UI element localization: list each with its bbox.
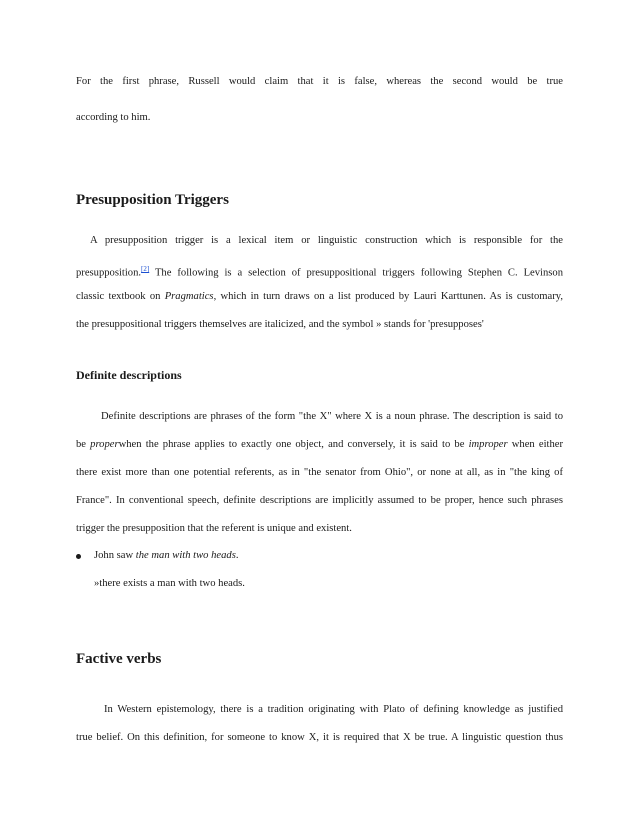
definite-line-3: there exist more than one potential referents, as in "the senator from Ohio", or none at all, as in "the king of bbox=[76, 467, 563, 478]
example-line bbox=[94, 549, 563, 563]
presupposition-text: , which in turn draws on a list produced by Lauri Karttunen. As is customary, bbox=[213, 291, 563, 302]
section-heading-factive-verbs: Factive verbs bbox=[76, 651, 162, 667]
definite-line-5: trigger the presupposition that the referent is unique and existent. bbox=[76, 523, 352, 534]
pragmatics-title: Pragmatics bbox=[164, 291, 214, 302]
bullet-icon bbox=[76, 554, 81, 559]
presupposition-line-2 bbox=[76, 262, 563, 281]
presupposition-text: classic textbook on bbox=[76, 291, 165, 302]
intro-line-2: according to him. bbox=[76, 112, 151, 123]
definite-line-4: France". In conventional speech, definite descriptions are implicitly assumed to be proper, hence such phrases bbox=[76, 495, 563, 506]
definite-text: be bbox=[76, 439, 91, 450]
section-heading-definite-descriptions: Definite descriptions bbox=[76, 368, 182, 382]
example-trigger: the man with two heads bbox=[135, 550, 236, 561]
presupposition-line-3 bbox=[76, 290, 563, 304]
presupposition-line-4: the presuppositional triggers themselves are italicized, and the symbol » stands for 'presupposes' bbox=[76, 319, 484, 330]
presupposition-text: presupposition. bbox=[76, 267, 142, 279]
term-improper: improper bbox=[468, 439, 508, 450]
footnote-link[interactable]: [2] bbox=[141, 265, 150, 273]
section-heading-presupposition-triggers: Presupposition Triggers bbox=[76, 192, 229, 208]
presupposition-text: The following is a selection of presuppositional triggers following Stephen C. Levinson bbox=[149, 267, 563, 279]
definite-text: when the phrase applies to exactly one object, and conversely, it is said to be bbox=[118, 439, 469, 450]
factive-line-1: In Western epistemology, there is a tradition originating with Plato of defining knowledge as justified bbox=[104, 704, 563, 715]
intro-line-1: For the first phrase, Russell would claim that it is false, whereas the second would be true bbox=[76, 76, 563, 87]
example-text: John saw bbox=[94, 550, 136, 561]
definite-line-1: Definite descriptions are phrases of the form "the X" where X is a noun phrase. The description is said to bbox=[101, 411, 563, 422]
term-proper: proper bbox=[90, 439, 119, 450]
example-text: . bbox=[235, 550, 239, 561]
example-presupposition: »there exists a man with two heads. bbox=[94, 578, 245, 589]
definite-line-2 bbox=[76, 438, 563, 452]
factive-line-2: true belief. On this definition, for someone to know X, it is required that X be true. A linguistic question thus bbox=[76, 732, 563, 743]
definite-text: when either bbox=[507, 439, 564, 450]
presupposition-line-1: A presupposition trigger is a lexical item or linguistic construction which is responsible for the bbox=[90, 235, 563, 246]
